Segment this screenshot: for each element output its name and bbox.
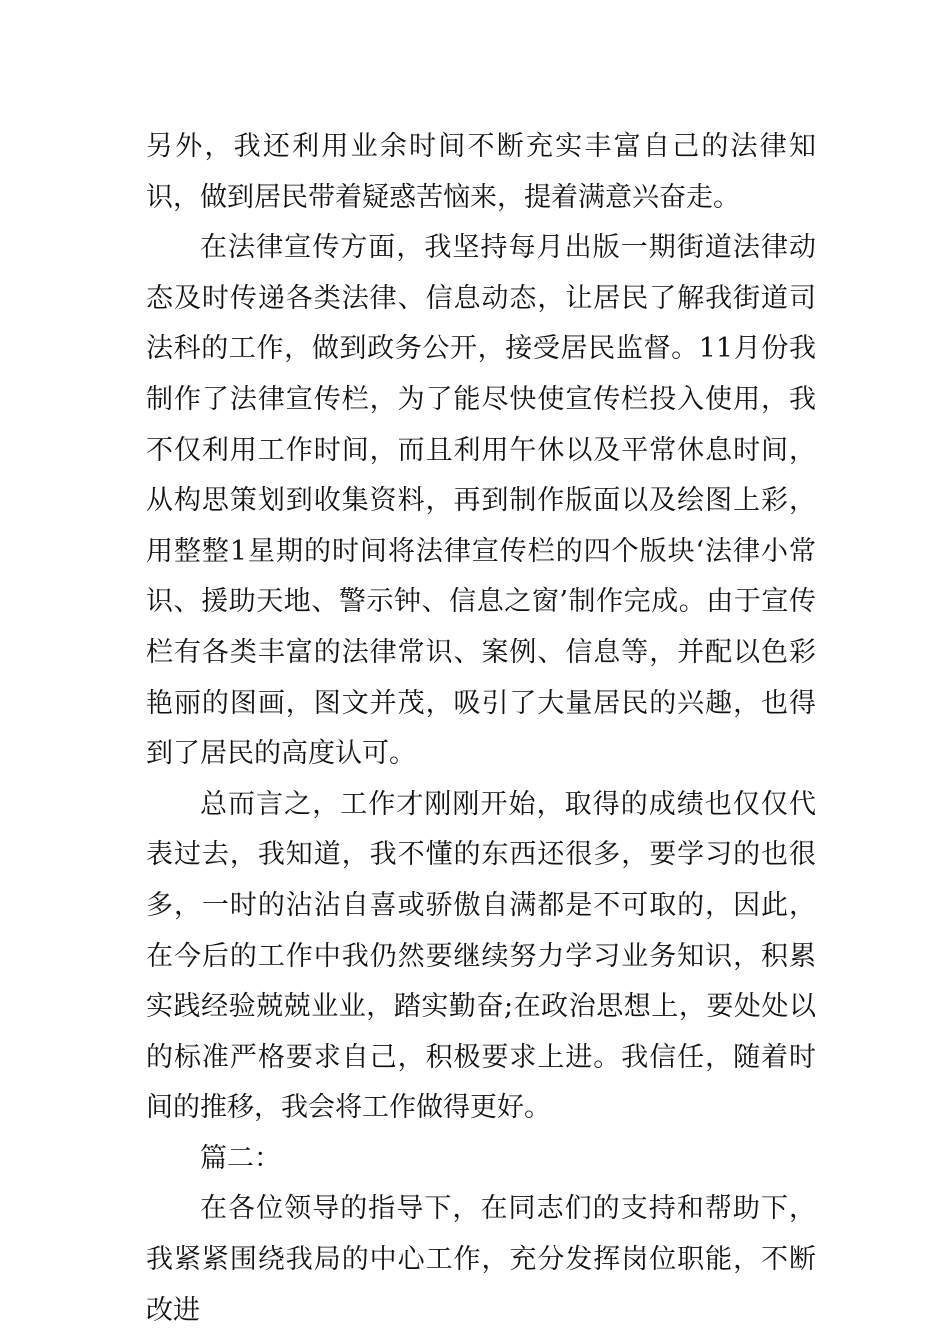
- paragraph-part-two-intro: 在各位领导的指导下，在同志们的支持和帮助下，我紧紧围绕我局的中心工作，充分发挥岗位职能，不断改进: [146, 1193, 816, 1326]
- section-heading-part-two: 篇二：: [200, 1142, 281, 1174]
- paragraph-legal-publicity: 在法律宣传方面，我坚持每月出版一期街道法律动态及时传递各类法律、信息动态，让居民了解我街道司法科的工作，做到政务公开，接受居民监督。11月份我制作了法律宣传栏，为了能尽快使宣传栏投入使用，我不仅利用工作时间，而且利用午休以及平常休息时间，从构思策划到收集资料，再到制作版面以及绘图上彩，用整整1星期的时间将法律宣传栏的四个版块‘法律小常识、援助天地、警示钟、信息之窗’制作完成。由于宣传栏有各类丰富的法律常识、案例、信息等，并配以色彩艳丽的图画，图文并茂，吸引了大量居民的兴趣，也得到了居民的高度认可。: [146, 232, 816, 770]
- document-body: [146, 122, 816, 1336]
- paragraph-summary: 总而言之，工作才刚刚开始，取得的成绩也仅仅代表过去，我知道，我不懂的东西还很多，要学习的也很多，一时的沾沾自喜或骄傲自满都是不可取的，因此，在今后的工作中我仍然要继续努力学习业务知识，积累实践经验兢兢业业，踏实勤奋;在政治思想上，要处处以的标准严格要求自己，积极要求上进。我信任，随着时间的推移，我会将工作做得更好。: [146, 788, 816, 1124]
- paragraph-continuation: 另外，我还利用业余时间不断充实丰富自己的法律知识，做到居民带着疑惑苦恼来，提着满意兴奋走。: [146, 131, 816, 213]
